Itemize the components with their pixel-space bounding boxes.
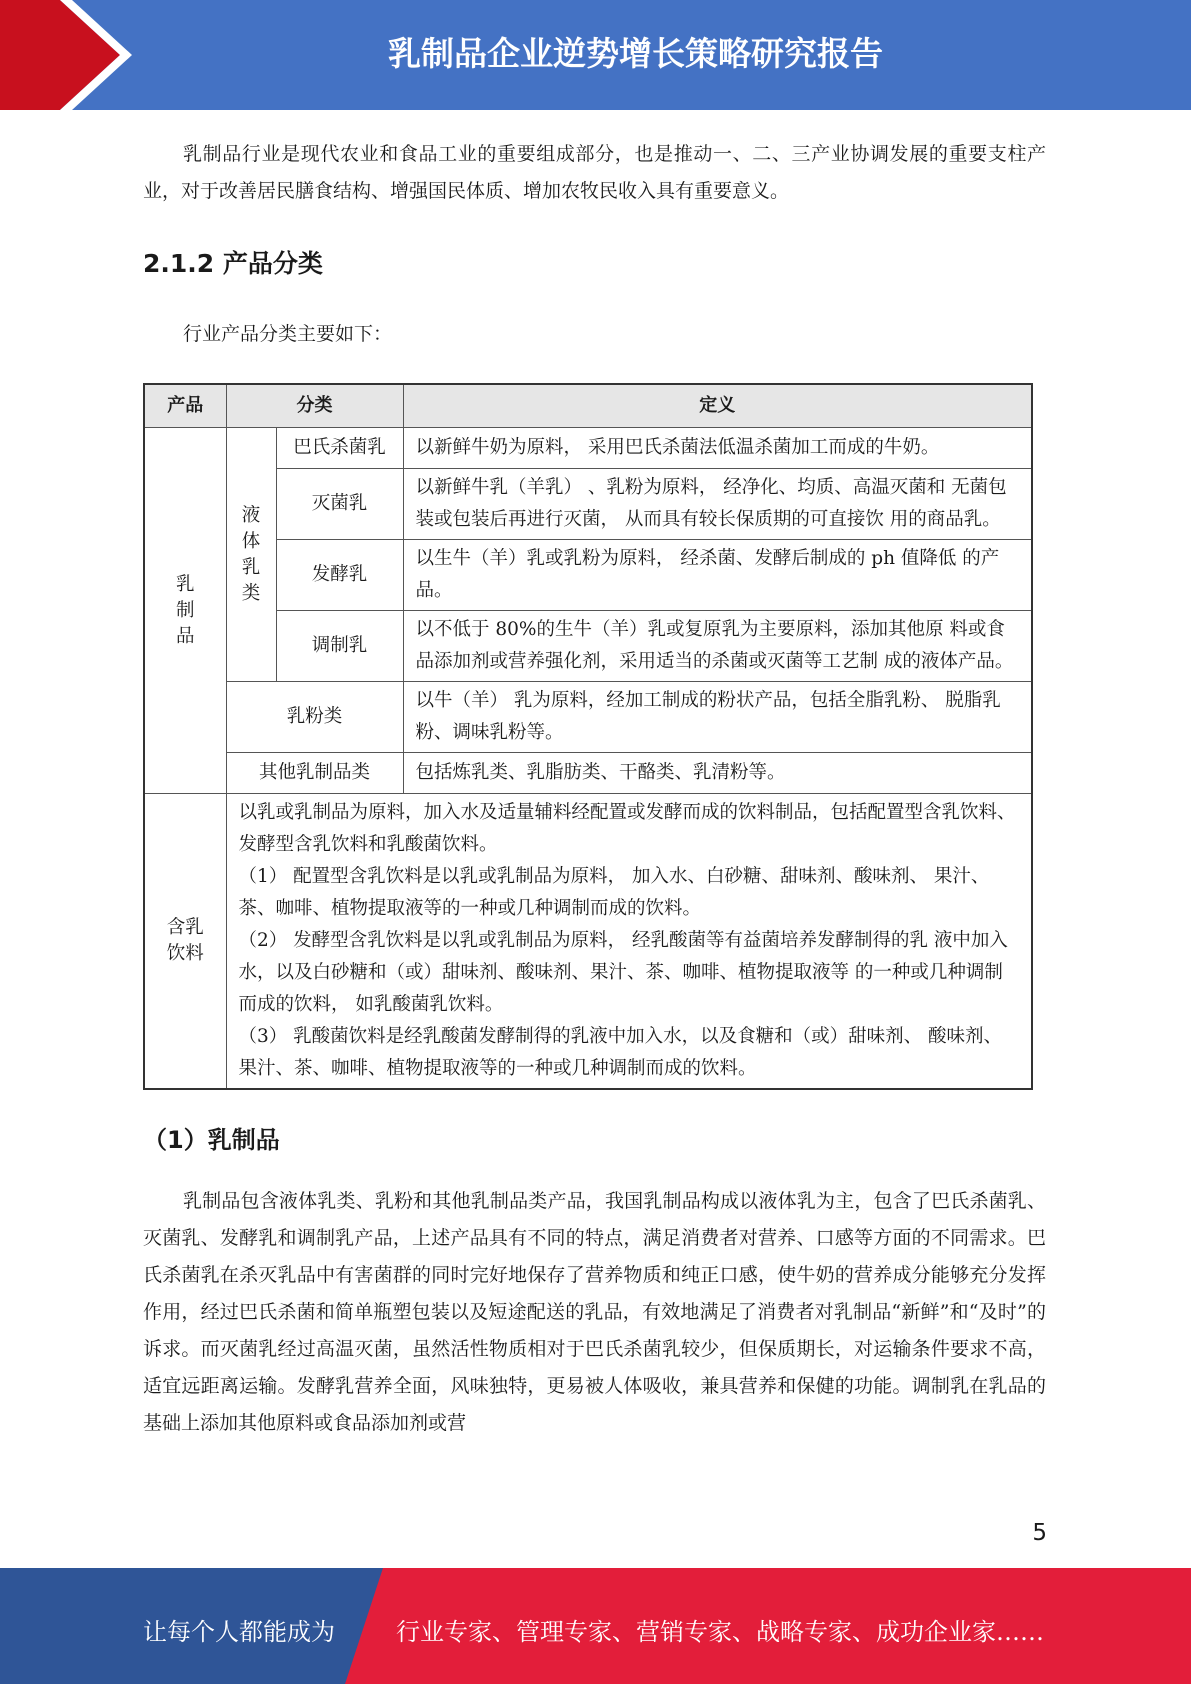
table-row (144, 794, 1032, 1090)
definition-line: （3） 乳酸菌饮料是经乳酸菌发酵制得的乳液中加入水，以及食糖和（或）甜味剂、 酸味剂、果汁、茶、咖啡、植物提取液等的一种或几种调制而成的饮料。 (238, 1026, 1003, 1079)
category-definition: 以不低于 80%的生牛（羊）乳或复原乳为主要原料，添加其他原 料或食品添加剂或营养强化剂，采用适当的杀菌或灭菌等工艺制 成的液体产品。 (403, 611, 1032, 682)
main-content (143, 136, 1046, 1442)
category-definition: 以新鲜牛奶为原料， 采用巴氏杀菌法低温杀菌加工而成的牛奶。 (403, 428, 1032, 469)
header-product: 产品 (144, 384, 226, 428)
category-name: 灭菌乳 (276, 469, 403, 540)
footer-slogan-left: 让每个人都能成为 (143, 1618, 335, 1646)
category-definition: 包括炼乳类、乳脂肪类、干酪类、乳清粉等。 (403, 753, 1032, 794)
table-header-row (144, 384, 1032, 428)
section-intro: 行业产品分类主要如下： (183, 323, 393, 345)
group-liquid-milk: 液体乳类 (226, 428, 276, 682)
intro-paragraph: 乳制品行业是现代农业和食品工业的重要组成部分，也是推动一、二、三产业协调发展的重要支柱产业，对于改善居民膳食结构、增强国民体质、增加农牧民收入具有重要意义。 (143, 143, 1046, 202)
group-milk-drinks: 含乳饮料 (144, 794, 226, 1090)
header-definition: 定义 (403, 384, 1032, 428)
category-name: 巴氏杀菌乳 (276, 428, 403, 469)
definition-line: 以乳或乳制品为原料，加入水及适量辅料经配置或发酵而成的饮料制品，包括配置型含乳饮料、发酵型含乳饮料和乳酸菌饮料。 (238, 802, 1016, 855)
group-dairy-products: 乳制品 (144, 428, 226, 794)
header-category: 分类 (226, 384, 403, 428)
subsection-title: （1）乳制品 (143, 1126, 280, 1154)
definition-line: （1） 配置型含乳饮料是以乳或乳制品为原料， 加入水、白砂糖、甜味剂、酸味剂、 果汁、茶、咖啡、植物提取液等的一种或几种调制而成的饮料。 (238, 866, 990, 919)
category-definition: 以新鲜牛乳（羊乳） 、乳粉为原料， 经净化、均质、高温灭菌和 无菌包装或包装后再进行灭菌， 从而具有较长保质期的可直接饮 用的商品乳。 (403, 469, 1032, 540)
table-row (144, 611, 1032, 682)
category-name: 调制乳 (276, 611, 403, 682)
product-classification-table (143, 383, 1033, 1090)
category-name: 发酵乳 (276, 540, 403, 611)
table-row (144, 469, 1032, 540)
page-number: 5 (1032, 1520, 1047, 1546)
page-header (0, 0, 1191, 110)
category-name: 乳粉类 (226, 682, 403, 753)
body-paragraph: 乳制品包含液体乳类、乳粉和其他乳制品类产品，我国乳制品构成以液体乳为主，包含了巴氏杀菌乳、灭菌乳、发酵乳和调制乳产品，上述产品具有不同的特点，满足消费者对营养、口感等方面的不同需求。巴氏杀菌乳在杀灭乳品中有害菌群的同时完好地保存了营养物质和纯正口感，使牛奶的营养成分能够充分发挥作用，经过巴氏杀菌和简单瓶塑包装以及短途配送的乳品，有效地满足了消费者对乳制品“新鲜”和“及时”的诉求。而灭菌乳经过高温灭菌，虽然活性物质相对于巴氏杀菌乳较少，但保质期长，对运输条件要求不高，适宜远距离运输。发酵乳营养全面，风味独特，更易被人体吸收，兼具营养和保健的功能。调制乳在乳品的基础上添加其他原料或食品添加剂或营 (143, 1190, 1046, 1434)
table-row (144, 540, 1032, 611)
page-footer (0, 1568, 1191, 1684)
footer-slogan-right: 行业专家、管理专家、营销专家、战略专家、成功企业家…… (396, 1618, 1044, 1646)
report-title: 乳制品企业逆势增长策略研究报告 (388, 34, 883, 73)
milk-drink-definition (226, 794, 1032, 1090)
category-definition: 以生牛（羊）乳或乳粉为原料， 经杀菌、发酵后制成的 ph 值降低 的产品。 (403, 540, 1032, 611)
definition-line: （2） 发酵型含乳饮料是以乳或乳制品为原料， 经乳酸菌等有益菌培养发酵制得的乳 液中加入水，以及白砂糖和（或）甜味剂、酸味剂、果汁、茶、咖啡、植物提取液等 的一种或几种调制而成的饮料， 如乳酸菌乳饮料。 (238, 930, 1008, 1015)
category-name: 其他乳制品类 (226, 753, 403, 794)
section-title: 2.1.2 产品分类 (143, 249, 323, 278)
category-definition: 以牛（羊） 乳为原料，经加工制成的粉状产品，包括全脂乳粉、 脱脂乳粉、调味乳粉等。 (403, 682, 1032, 753)
table-row (144, 428, 1032, 469)
table-row (144, 682, 1032, 753)
table-row (144, 753, 1032, 794)
